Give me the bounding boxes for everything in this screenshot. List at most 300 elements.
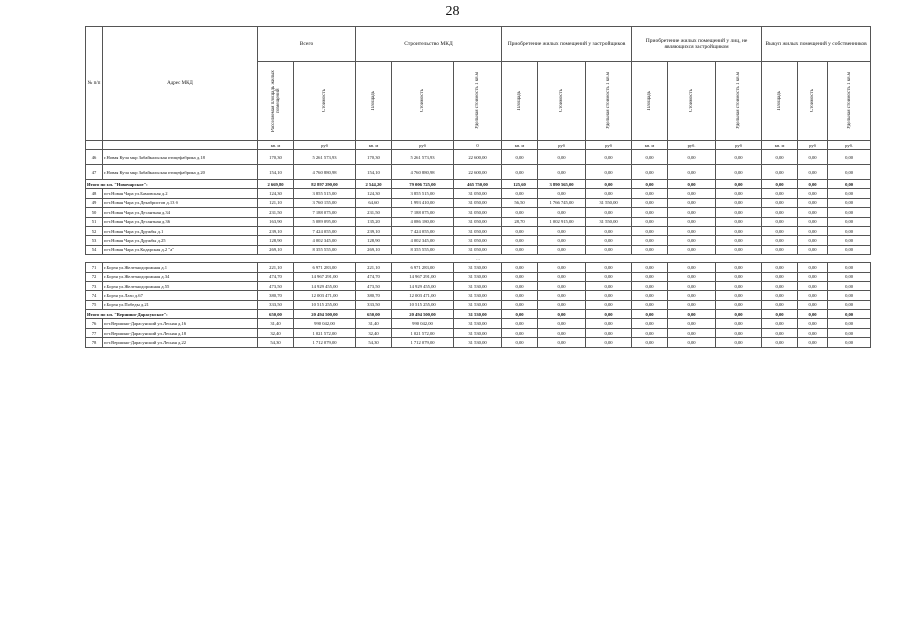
table-cell: 1 712 079,00 bbox=[294, 338, 356, 347]
unit-cell: кв. м bbox=[502, 141, 538, 150]
table-cell: 333,50 bbox=[356, 300, 392, 309]
table-cell: 0,00 bbox=[538, 291, 586, 300]
table-cell: 0,00 bbox=[828, 150, 871, 165]
table-cell: 0,00 bbox=[716, 180, 762, 189]
table-cell: 0,00 bbox=[632, 180, 668, 189]
row-number: 77 bbox=[86, 328, 103, 337]
table-cell: 473,50 bbox=[356, 281, 392, 290]
resettlement-table bbox=[85, 26, 871, 348]
table-cell: 170,30 bbox=[356, 150, 392, 165]
table-cell: 14 929 455,00 bbox=[294, 281, 356, 290]
table-cell: 0,00 bbox=[828, 245, 871, 254]
table-cell: 473,50 bbox=[258, 281, 294, 290]
table-row bbox=[86, 208, 871, 217]
subheader-cost: Стоимость bbox=[668, 62, 716, 141]
table-cell: 0,00 bbox=[632, 198, 668, 207]
table-cell: 0,00 bbox=[762, 245, 798, 254]
table-cell: 0,00 bbox=[586, 236, 632, 245]
table-cell: 0,00 bbox=[762, 208, 798, 217]
table-cell: 121,10 bbox=[258, 198, 294, 207]
table-cell: 28,70 bbox=[502, 217, 538, 226]
table-cell: 0,00 bbox=[538, 263, 586, 272]
table-cell: 0,00 bbox=[538, 236, 586, 245]
address-cell: пгт.Вершино-Дарасунский ул.Лесная д.16 bbox=[103, 319, 258, 328]
table-row bbox=[86, 272, 871, 281]
table-cell: 0,00 bbox=[586, 300, 632, 309]
subheader-unit-cost: Удельная стоимость 1 кв.м bbox=[828, 62, 871, 141]
table-cell: 0,00 bbox=[798, 291, 828, 300]
table-cell: 0,00 bbox=[586, 165, 632, 180]
subheader-cost: Стоимость bbox=[538, 62, 586, 141]
table-cell: 163,90 bbox=[258, 217, 294, 226]
row-number: 74 bbox=[86, 291, 103, 300]
table-cell: 20 494 500,00 bbox=[294, 310, 356, 319]
table-cell: 0,00 bbox=[798, 263, 828, 272]
table-cell: 0,00 bbox=[538, 319, 586, 328]
table-cell: 7 424 055,00 bbox=[294, 226, 356, 235]
table-cell: 7 188 075,00 bbox=[392, 208, 454, 217]
subtotal-label: Итого по г.п. "Вершино-Дарасунское": bbox=[86, 310, 258, 319]
table-cell: 0,00 bbox=[828, 281, 871, 290]
table-cell: 32,40 bbox=[258, 328, 294, 337]
table-cell: 0,00 bbox=[668, 281, 716, 290]
table-cell: 0,00 bbox=[632, 263, 668, 272]
table-cell: 221,10 bbox=[356, 263, 392, 272]
table-cell: 0,00 bbox=[798, 226, 828, 235]
table-cell: 5 261 573,93 bbox=[392, 150, 454, 165]
subheader-area: Площадь bbox=[632, 62, 668, 141]
table-cell: 0,00 bbox=[828, 310, 871, 319]
table-row bbox=[86, 217, 871, 226]
table-cell: 0,00 bbox=[716, 281, 762, 290]
table-cell: 0,00 bbox=[632, 150, 668, 165]
table-cell: 0,00 bbox=[716, 300, 762, 309]
table-cell: 0,00 bbox=[668, 150, 716, 165]
table-cell: 0,00 bbox=[762, 226, 798, 235]
table-cell: 0,00 bbox=[716, 338, 762, 347]
table-cell: 124,30 bbox=[258, 189, 294, 198]
table-row bbox=[86, 300, 871, 309]
table-cell: 0,00 bbox=[716, 165, 762, 180]
omitted-rows-marker: … bbox=[475, 256, 481, 262]
row-number: 54 bbox=[86, 245, 103, 254]
table-cell: 32,40 bbox=[356, 328, 392, 337]
table-cell: 4 760 880,98 bbox=[294, 165, 356, 180]
resettlement-table-sheet bbox=[85, 26, 867, 348]
table-cell: 0,00 bbox=[502, 328, 538, 337]
table-cell: 0,00 bbox=[668, 263, 716, 272]
table-cell: 0,00 bbox=[762, 180, 798, 189]
table-cell: 56,50 bbox=[502, 198, 538, 207]
table-cell: 0,00 bbox=[632, 208, 668, 217]
table-row bbox=[86, 165, 871, 180]
table-cell: 0,00 bbox=[586, 310, 632, 319]
table-row bbox=[86, 319, 871, 328]
table-cell: 0,00 bbox=[668, 217, 716, 226]
table-cell: 0,00 bbox=[668, 338, 716, 347]
table-cell: 0,00 bbox=[632, 338, 668, 347]
table-cell: 0,00 bbox=[762, 217, 798, 226]
subheader-resettle-area: Расселяемая площадь жилых помещений bbox=[258, 62, 294, 141]
unit-cell: руб bbox=[716, 141, 762, 150]
row-number: 52 bbox=[86, 226, 103, 235]
table-cell: 0,00 bbox=[668, 245, 716, 254]
table-cell: 0,00 bbox=[586, 328, 632, 337]
table-cell: 0,00 bbox=[502, 189, 538, 198]
table-cell: 0,00 bbox=[632, 217, 668, 226]
table-cell: 0,00 bbox=[538, 165, 586, 180]
table-cell: 0,00 bbox=[538, 272, 586, 281]
table-cell: 125,60 bbox=[502, 180, 538, 189]
table-cell: 31 550,00 bbox=[586, 217, 632, 226]
table-cell: 0,00 bbox=[828, 198, 871, 207]
address-cell: пгт.Новая Чара ул.Дружбы д.1 bbox=[103, 226, 258, 235]
table-cell: 0,00 bbox=[798, 319, 828, 328]
table-cell: 221,10 bbox=[258, 263, 294, 272]
row-number: 51 bbox=[86, 217, 103, 226]
group-buyout-header: Выкуп жилых помещений у собственников bbox=[762, 27, 871, 62]
table-cell: 3 760 155,00 bbox=[294, 198, 356, 207]
table-cell: 0,00 bbox=[798, 338, 828, 347]
unit-cell: кв. м bbox=[632, 141, 668, 150]
table-cell: 31 050,00 bbox=[454, 208, 502, 217]
col-num-header: № п/п bbox=[86, 27, 103, 141]
row-number: 50 bbox=[86, 208, 103, 217]
row-number: 72 bbox=[86, 272, 103, 281]
table-cell: 0,00 bbox=[798, 281, 828, 290]
subheader-cost: Стоимость bbox=[798, 62, 828, 141]
table-cell: 31 530,00 bbox=[454, 272, 502, 281]
subtotal-row bbox=[86, 310, 871, 319]
table-row bbox=[86, 338, 871, 347]
table-cell: 6 971 283,00 bbox=[294, 263, 356, 272]
table-cell: 3 890 565,00 bbox=[538, 180, 586, 189]
table-cell: 4 086 180,00 bbox=[392, 217, 454, 226]
subheader-unit-cost: Удельная стоимость 1 кв.м bbox=[716, 62, 762, 141]
table-cell: 0,00 bbox=[762, 338, 798, 347]
table-cell: 0,00 bbox=[632, 281, 668, 290]
table-cell: 0,00 bbox=[762, 165, 798, 180]
table-cell: 231,50 bbox=[356, 208, 392, 217]
table-cell: 0,00 bbox=[668, 208, 716, 217]
table-cell: 0,00 bbox=[716, 291, 762, 300]
table-cell: 0,00 bbox=[762, 150, 798, 165]
subheader-area: Площадь bbox=[762, 62, 798, 141]
col-address-header: Адрес МКД bbox=[103, 27, 258, 141]
table-body-bottom bbox=[86, 263, 871, 348]
table-cell: 31 530,00 bbox=[454, 338, 502, 347]
address-cell: г.Борзя ул.Железнодорожная д.34 bbox=[103, 272, 258, 281]
table-cell: 0,00 bbox=[828, 338, 871, 347]
table-cell: 0,00 bbox=[762, 310, 798, 319]
row-number: 71 bbox=[86, 263, 103, 272]
table-cell: 31 050,00 bbox=[454, 189, 502, 198]
address-cell: г.Новая Куча мкр Забайкальская птицефабрика д.18 bbox=[103, 150, 258, 165]
table-cell: 0,00 bbox=[538, 310, 586, 319]
table-cell: 0,00 bbox=[632, 189, 668, 198]
table-cell: 7 188 075,00 bbox=[294, 208, 356, 217]
table-cell: 0,00 bbox=[716, 217, 762, 226]
table-cell: 0,00 bbox=[502, 226, 538, 235]
table-cell: 0,00 bbox=[828, 291, 871, 300]
table-cell: 0,00 bbox=[586, 319, 632, 328]
table-cell: 22 600,00 bbox=[454, 150, 502, 165]
table-cell: 22 600,00 bbox=[454, 165, 502, 180]
table-cell: 8 355 555,00 bbox=[392, 245, 454, 254]
table-cell: 0,00 bbox=[586, 226, 632, 235]
table-row bbox=[86, 189, 871, 198]
table-cell: 170,30 bbox=[258, 150, 294, 165]
table-cell: 0,00 bbox=[668, 226, 716, 235]
address-cell: пгт.Новая Чара ул.Бамовская д.2 bbox=[103, 189, 258, 198]
table-row bbox=[86, 150, 871, 165]
table-cell: 128,90 bbox=[258, 236, 294, 245]
table-cell: 14 929 455,00 bbox=[392, 281, 454, 290]
row-number: 48 bbox=[86, 189, 103, 198]
table-cell: 31 530,00 bbox=[454, 310, 502, 319]
table-cell: 0,00 bbox=[538, 189, 586, 198]
table-cell: 0,00 bbox=[798, 236, 828, 245]
address-cell: пгт.Новая Чара ул.Декабристов д.13 б bbox=[103, 198, 258, 207]
unit-cell: 0 bbox=[454, 141, 502, 150]
table-row bbox=[86, 245, 871, 254]
address-cell: пгт.Вершино-Дарасунский ул.Лесная д.22 bbox=[103, 338, 258, 347]
table-gap bbox=[86, 255, 871, 263]
table-cell: 380,70 bbox=[258, 291, 294, 300]
group-developer-purchase-header: Приобретение жилых помещений у застройщиков bbox=[502, 27, 632, 62]
table-cell: 0,00 bbox=[798, 245, 828, 254]
table-cell: 0,00 bbox=[668, 300, 716, 309]
row-number: 46 bbox=[86, 150, 103, 165]
table-cell: 0,00 bbox=[828, 165, 871, 180]
table-cell: 0,00 bbox=[762, 319, 798, 328]
subheader-area: Площадь bbox=[502, 62, 538, 141]
table-cell: 0,00 bbox=[828, 272, 871, 281]
table-cell: 0,00 bbox=[586, 281, 632, 290]
table-cell: 0,00 bbox=[716, 226, 762, 235]
table-cell: 0,00 bbox=[538, 226, 586, 235]
table-cell: 0,00 bbox=[762, 198, 798, 207]
table-cell: 0,00 bbox=[716, 272, 762, 281]
row-number: 49 bbox=[86, 198, 103, 207]
table-cell: 0,00 bbox=[502, 338, 538, 347]
unit-cell: руб. bbox=[828, 141, 871, 150]
table-row bbox=[86, 226, 871, 235]
table-row bbox=[86, 263, 871, 272]
table-cell: 0,00 bbox=[632, 328, 668, 337]
unit-cell: кв. м bbox=[762, 141, 798, 150]
table-cell: 0,00 bbox=[828, 208, 871, 217]
address-cell: г.Борзя ул.Железнодорожная д.55 bbox=[103, 281, 258, 290]
table-cell: 0,00 bbox=[502, 310, 538, 319]
table-cell: 0,00 bbox=[632, 236, 668, 245]
subheader-cost: Стоимость bbox=[294, 62, 356, 141]
table-cell: 31,40 bbox=[356, 319, 392, 328]
table-cell: 474,70 bbox=[356, 272, 392, 281]
table-cell: 0,00 bbox=[502, 291, 538, 300]
table-cell: 0,00 bbox=[716, 328, 762, 337]
address-cell: пгт.Новая Чара ул.Дружбы д.25 bbox=[103, 236, 258, 245]
table-cell: 0,00 bbox=[762, 300, 798, 309]
table-cell: 31 530,00 bbox=[454, 281, 502, 290]
table-cell: 0,00 bbox=[798, 180, 828, 189]
address-cell: пгт.Вершино-Дарасунский ул.Лесная д.18 bbox=[103, 328, 258, 337]
table-cell: 4 002 345,00 bbox=[294, 236, 356, 245]
table-cell: 154,10 bbox=[258, 165, 294, 180]
table-cell: 4 760 880,98 bbox=[392, 165, 454, 180]
table-cell: 128,90 bbox=[356, 236, 392, 245]
table-cell: 82 897 290,00 bbox=[294, 180, 356, 189]
table-cell: 4 002 345,00 bbox=[392, 236, 454, 245]
table-cell: 31 530,00 bbox=[454, 328, 502, 337]
table-cell: 0,00 bbox=[668, 272, 716, 281]
table-cell: 0,00 bbox=[538, 328, 586, 337]
table-cell: 154,10 bbox=[356, 165, 392, 180]
table-cell: 0,00 bbox=[632, 165, 668, 180]
table-cell: 31 050,00 bbox=[454, 245, 502, 254]
row-number: 73 bbox=[86, 281, 103, 290]
table-cell: 0,00 bbox=[586, 180, 632, 189]
table-cell: 0,00 bbox=[716, 310, 762, 319]
address-cell: г.Борзя ул.Железнодорожная д.1 bbox=[103, 263, 258, 272]
table-cell: 0,00 bbox=[632, 300, 668, 309]
table-cell: 0,00 bbox=[538, 208, 586, 217]
table-cell: 269,10 bbox=[356, 245, 392, 254]
table-cell: 1 002 915,00 bbox=[538, 217, 586, 226]
table-cell: 0,00 bbox=[586, 189, 632, 198]
table-cell: 0,00 bbox=[668, 310, 716, 319]
table-cell: 0,00 bbox=[716, 319, 762, 328]
address-cell: пгт.Новая Чара ул.Десантная д.36 bbox=[103, 217, 258, 226]
table-cell: 0,00 bbox=[798, 217, 828, 226]
units-row bbox=[86, 141, 871, 150]
table-body-top bbox=[86, 150, 871, 255]
table-cell: 2 544,20 bbox=[356, 180, 392, 189]
table-row bbox=[86, 328, 871, 337]
table-cell: 1 993 410,00 bbox=[392, 198, 454, 207]
table-cell: 20 494 500,00 bbox=[392, 310, 454, 319]
table-cell: 0,00 bbox=[502, 150, 538, 165]
unit-cell: руб. bbox=[668, 141, 716, 150]
table-cell: 0,00 bbox=[828, 189, 871, 198]
address-cell: пгт.Новая Чара ул.Кодарская д.2 "а" bbox=[103, 245, 258, 254]
table-cell: 0,00 bbox=[828, 180, 871, 189]
subtotal-label: Итого по г.п. "Новочарское": bbox=[86, 180, 258, 189]
table-cell: 6 971 283,00 bbox=[392, 263, 454, 272]
table-cell: 333,50 bbox=[258, 300, 294, 309]
table-cell: 650,00 bbox=[356, 310, 392, 319]
subheader-cost: Стоимость bbox=[392, 62, 454, 141]
table-cell: 0,00 bbox=[828, 217, 871, 226]
table-cell: 0,00 bbox=[798, 300, 828, 309]
table-cell: 0,00 bbox=[798, 328, 828, 337]
table-cell: 31 050,00 bbox=[454, 217, 502, 226]
table-cell: 0,00 bbox=[538, 245, 586, 254]
subheader-area: Площадь bbox=[356, 62, 392, 141]
table-cell: 10 515 255,00 bbox=[392, 300, 454, 309]
table-cell: 3 855 515,00 bbox=[294, 189, 356, 198]
unit-cell: кв. м bbox=[258, 141, 294, 150]
table-cell: 0,00 bbox=[586, 245, 632, 254]
table-cell: 650,00 bbox=[258, 310, 294, 319]
table-cell: 0,00 bbox=[716, 208, 762, 217]
table-cell: 31 530,00 bbox=[454, 319, 502, 328]
table-cell: 0,00 bbox=[762, 328, 798, 337]
table-cell: 0,00 bbox=[502, 263, 538, 272]
table-cell: 0,00 bbox=[668, 165, 716, 180]
table-row bbox=[86, 236, 871, 245]
unit-cell: руб bbox=[294, 141, 356, 150]
table-cell: 0,00 bbox=[632, 310, 668, 319]
table-cell: 0,00 bbox=[502, 300, 538, 309]
table-row bbox=[86, 291, 871, 300]
table-cell: 0,00 bbox=[762, 281, 798, 290]
table-cell: 10 515 255,00 bbox=[294, 300, 356, 309]
table-cell: 31,40 bbox=[258, 319, 294, 328]
table-cell: 31 050,00 bbox=[454, 226, 502, 235]
table-cell: 0,00 bbox=[668, 328, 716, 337]
page-number: 28 bbox=[445, 4, 460, 19]
unit-cell: кв. м bbox=[356, 141, 392, 150]
table-cell: 1 766 745,00 bbox=[538, 198, 586, 207]
table-cell: 0,00 bbox=[668, 236, 716, 245]
table-cell: 1 021 572,00 bbox=[294, 328, 356, 337]
address-cell: г.Борзя ул.Победы д.21 bbox=[103, 300, 258, 309]
table-cell: 0,00 bbox=[632, 291, 668, 300]
table-cell: 0,00 bbox=[716, 189, 762, 198]
table-cell: 0,00 bbox=[798, 165, 828, 180]
table-cell: 0,00 bbox=[762, 189, 798, 198]
table-cell: 0,00 bbox=[668, 319, 716, 328]
table-cell: 2 669,80 bbox=[258, 180, 294, 189]
table-cell: 124,30 bbox=[356, 189, 392, 198]
table-cell: 64,60 bbox=[356, 198, 392, 207]
table-cell: 79 006 725,00 bbox=[392, 180, 454, 189]
subtotal-row bbox=[86, 180, 871, 189]
table-cell: 0,00 bbox=[538, 338, 586, 347]
table-cell: 990 042,00 bbox=[294, 319, 356, 328]
table-cell: 0,00 bbox=[762, 272, 798, 281]
unit-cell: руб bbox=[798, 141, 828, 150]
group-construction-header: Строительство МКД bbox=[356, 27, 502, 62]
table-cell: 0,00 bbox=[586, 272, 632, 281]
table-cell: 0,00 bbox=[538, 300, 586, 309]
table-cell: 0,00 bbox=[502, 245, 538, 254]
table-cell: 0,00 bbox=[586, 338, 632, 347]
table-cell: 0,00 bbox=[668, 291, 716, 300]
unit-cell: руб bbox=[392, 141, 454, 150]
table-cell: 31 530,00 bbox=[454, 291, 502, 300]
table-row bbox=[86, 281, 871, 290]
table-cell: 0,00 bbox=[762, 236, 798, 245]
table-cell: 7 424 055,00 bbox=[392, 226, 454, 235]
table-cell: 1 021 572,00 bbox=[392, 328, 454, 337]
table-cell: 0,00 bbox=[632, 319, 668, 328]
table-cell: 12 003 471,00 bbox=[392, 291, 454, 300]
table-cell: 0,00 bbox=[828, 236, 871, 245]
unit-cell: руб bbox=[538, 141, 586, 150]
table-cell: 0,00 bbox=[586, 208, 632, 217]
table-cell: 269,10 bbox=[258, 245, 294, 254]
row-number: 47 bbox=[86, 165, 103, 180]
table-cell: 3 855 515,00 bbox=[392, 189, 454, 198]
table-cell: 54,30 bbox=[258, 338, 294, 347]
table-cell: 14 967 291,00 bbox=[392, 272, 454, 281]
table-cell: 1 712 079,00 bbox=[392, 338, 454, 347]
table-cell: 0,00 bbox=[716, 198, 762, 207]
table-cell: 0,00 bbox=[798, 150, 828, 165]
row-number: 78 bbox=[86, 338, 103, 347]
